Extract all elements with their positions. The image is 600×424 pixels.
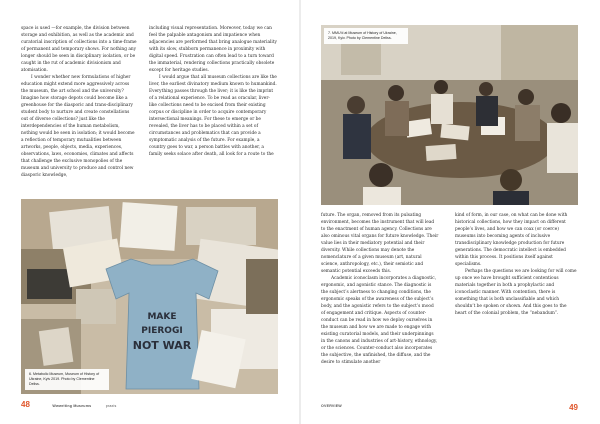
paragraph: Academic iconoclasm incorporates a diagnostic, ergonomic, and agonistic stance. The diagnostic is the subject’s alertness to changing conditions, the ergonomic speaks of the awareness of the subject’s body, and the agonistic refers to the subject’s mood of engagement and critique. Aspects of counter-conduct can be read in how we deploy ourselves in the museum and how we are made to engage with existing curatorial models, and their underpinnings in the canons and industries of art-history, ethnology, or the sciences. Counter-conduct also incorporates the subjective, the unfinished, the diffuse, and the desire to stimulate another — [321, 276, 438, 365]
photo-caption: 6. Metabolic Museum, Museum of History of Ukraine, Kyiv 2019. Photo by Clementine Deliss. — [25, 369, 109, 390]
photo-caption: 7. MMU’d at Museum of History of Ukraine, 2019, Kyiv. Photo by Clementine Deliss. — [324, 28, 408, 44]
right-column-1 — [321, 212, 439, 366]
paragraph: I would argue that all museum collections are like the liver, the earliest divinatory medium known to humankind. Everything passes through the liver; it is like the imprint of a relational experience. To be read as oracular, liver-like collections need to be excised from their existing corpus or discipline in order to acquire contemporary intersectional meanings. For these to emerge or be revealed, the liver has to be placed within a set of circumstances and problematics that can provide a symptomatic analysis of the future. For example, a country goes to war, a person battles with another, a family seeks solace after death, all look for a route to the — [149, 75, 277, 157]
tshirt-text-line-2: PIEROGI — [141, 326, 183, 336]
page-number: 49 — [569, 403, 578, 412]
right-footer — [321, 394, 578, 412]
paragraph: including visual representation. Moreover, today we can feel the palpable antagonism and impatience when adjacencies are performed that bring analogue materiality with its slow, stubborn permanence in proximity with digital speed. Frustration can often lead to a turn toward the immaterial, rendering collections practically obsolete except for heritage studies. — [149, 26, 277, 73]
book-title: Wwwriting Museums — [52, 404, 92, 408]
paragraph: kind of form, in our case, on what can be done with historical collections, how they impact on different people’s lives, and how we can coax (or coerce) museums into becoming agents of inclusive transdisciplinary knowledge production for future generations. The democratic intellect is embedded within this process. It positions itself against specialisms. — [455, 213, 568, 267]
photo-mmu-workshop — [321, 25, 578, 205]
workshop-photo — [321, 25, 578, 205]
paragraph: future. The organ, removed from its pulsating environment, becomes the instrument that will lead to the enactment of human agency. Collections are also ominous vital organs for future knowledge. Their value lies in their mediatory potential and their diversity. While collections may denote the nomenclature of a given museum (art, natural science, anthropology, etc.), their semiotic and semantic potential exceeds this. — [321, 213, 439, 274]
section-label: OVERVIEW — [321, 404, 342, 408]
tshirt-text-line-1: MAKE — [147, 312, 177, 322]
left-footer — [21, 394, 117, 412]
page-number: 48 — [21, 400, 30, 409]
photo-metabolic-museum — [21, 199, 278, 394]
section-label: praxis — [105, 404, 117, 408]
paragraph: Perhaps the questions we are looking for will come up once we have brought sufficient contentious materials together in both a prophylactic and iconoclastic manner. With contention, there is something that is both unclassifiable and which shouldn’t be spoken or shown. And this goes to the heart of the colonial problem, the “nebandum”. — [455, 269, 577, 316]
tshirt-table-photo — [21, 199, 278, 394]
tshirt-text-line-3: NOT WAR — [132, 339, 192, 352]
paragraph: space is used —for example, the division between storage and exhibition, as well as the academic and curatorial inscription of collections into a time-frame of permanent and temporary shows. For nothing any longer should be seen in disciplinary isolation, or be caught in the rut of academic divisionism and atomisation. — [21, 26, 137, 73]
right-column-2 — [455, 212, 578, 317]
paragraph: I wonder whether new formulations of higher education might extend more aggressively across the museum, the art school and the university? Imagine how storage depots could become like a greenhouse for the diasporic and trans-disciplinary student body to nurture and create constellations out of diverse collections? just like the interdependencies of the human metabolism, nothing would be seen in isolation; it would become a reflection of temporary mutualities between artworks, people, objects, media, experiences, observations, laws, economies, climates and affects that challenge the exclusive monopolies of the museum and university to produce and control new diasporic knowledge, — [21, 75, 135, 178]
left-column-2 — [149, 25, 277, 158]
left-column-1 — [21, 25, 137, 179]
page-gutter — [299, 0, 301, 424]
